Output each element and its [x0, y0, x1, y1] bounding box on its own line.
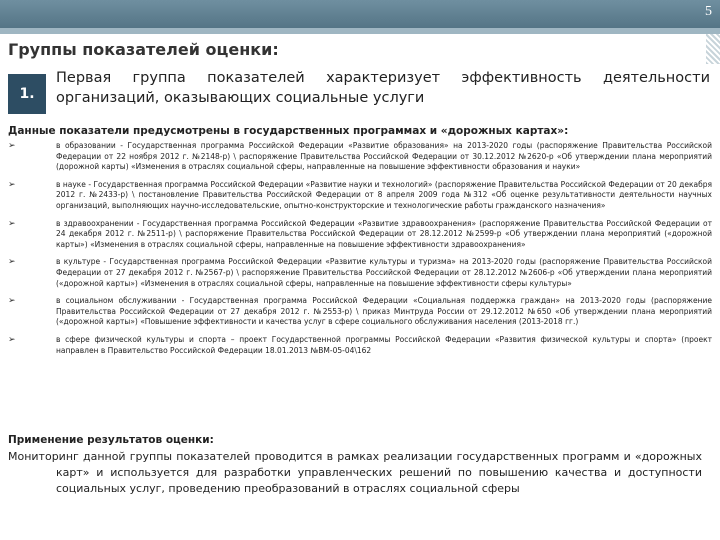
- list-item: [8, 180, 712, 212]
- list-item: [8, 141, 712, 173]
- arrow-bullet-icon: ➢: [8, 141, 16, 151]
- top-bar: [0, 0, 720, 34]
- list-item-text: в образовании - Государственная программа Российской Федерации «Развитие образования» на 2013-2020 годы (распоряжение Правительства Российской Федерации от 22 ноября 2012 г. №2148-р) \ распоряжение Правительства Российской Федерации от 30.12.2012 №2620-р «Об утверждении плана мероприятий (дорожной карты) «Изменения в отраслях социальной сферы, направленные на повышение эффективности образования и науки»: [56, 141, 712, 172]
- program-list: [8, 141, 712, 363]
- slide-number: 5: [705, 4, 712, 19]
- list-item: [8, 219, 712, 251]
- arrow-bullet-icon: ➢: [8, 296, 16, 307]
- arrow-bullet-icon: ➢: [8, 179, 16, 190]
- arrow-bullet-icon: ➢: [8, 257, 16, 268]
- list-item-text: в культуре - Государственная программа Российской Федерации «Развитие культуры и туризма» на 2013-2020 годы (распоряжение Правительства Российской Федерации от 27 декабря 2012 г. №2567-р) \ распоряжение Правительства Российской Федерации от 28.12.2012 №2606-р «Об утверждении плана мероприятий («дорожной карты») «Изменения в отраслях социальной сферы, направленные на повышение эффективности сферы культуры»: [56, 257, 712, 288]
- arrow-bullet-icon: ➢: [8, 334, 16, 345]
- list-item: [8, 257, 712, 289]
- list-item-text: в науке - Государственная программа Российской Федерации «Развитие науки и технологий» (распоряжение Правительства Российской Федерации от 20 декабря 2012 г. №2433-р) \ постановление Правительства Российской Федерации от 8 апреля 2009 года №312 «Об оценке результативности деятельности научных организаций, выполняющих научно-исследовательские, опытно-конструкторские и технологические работы гражданского назначения»: [56, 179, 712, 210]
- programs-subheading: Данные показатели предусмотрены в государственных программах и «дорожных картах»:: [8, 125, 569, 137]
- results-text-block: [8, 449, 702, 497]
- arrow-bullet-icon: ➢: [8, 218, 16, 229]
- list-item: [8, 335, 712, 356]
- list-item-text: в сфере физической культуры и спорта – проект Государственной программы Российской Федерации «Развития физической культуры и спорта» (проект направлен в Правительство Российской Федерации 18.01.2013 №ВМ-05-04\162: [56, 334, 712, 355]
- corner-decoration: [706, 34, 720, 64]
- results-text: Мониторинг данной группы показателей проводится в рамках реализации государственных программ и «дорожных карт» и используется для разработки управленческих решений по повышению качества и доступности социальных услуг, проведению преобразований в отраслях социальной сферы: [8, 450, 702, 495]
- group-number-badge: 1.: [8, 74, 46, 114]
- results-heading: Применение результатов оценки:: [8, 434, 214, 446]
- list-item-text: в здравоохранении - Государственная программа Российской Федерации «Развитие здравоохранения» (распоряжение Правительства Российской Федерации от 24 декабря 2012 г. №2511-р) \ распоряжение Правительства Российской Федерации от 28.12.2012 №2599-р «Об утверждении плана мероприятий («дорожной карты») «Изменения в отраслях социальной сферы, направленные на повышение эффективности здравоохранения»: [56, 218, 712, 249]
- top-bar-strip: [0, 28, 720, 34]
- group-title: Первая группа показателей характеризует эффективность деятельности организаций, оказывающих социальные услуги: [56, 70, 710, 106]
- list-item-text: в социальном обслуживании - Государственная программа Российской Федерации «Социальная поддержка граждан» на 2013-2020 годы (распоряжение Правительства Российской Федерации от 27 декабря 2012 г. №2553-р) \ приказ Минтруда России от 29.12.2012 №650 «Об утверждении плана мероприятий («дорожной карты») «Повышение эффективности и качества услуг в сфере социального обслуживания населения (2013-2018 гг.): [56, 296, 712, 327]
- section-title: Группы показателей оценки:: [8, 40, 279, 59]
- list-item: [8, 296, 712, 328]
